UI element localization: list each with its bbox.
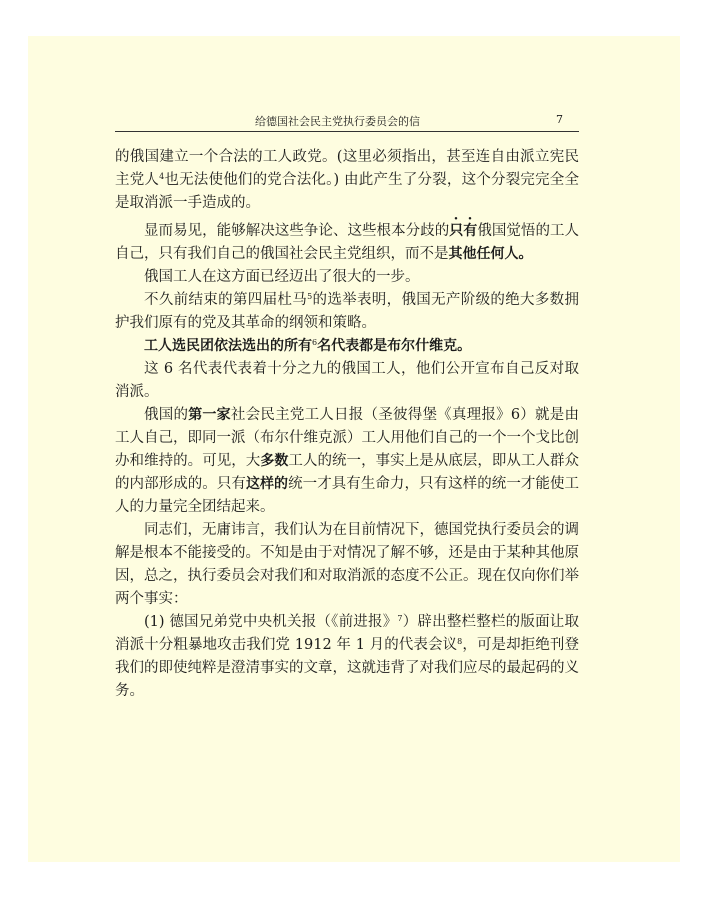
paragraph-3: 俄国工人在这方面已经迈出了很大的一步。 [144,269,420,285]
paragraph-4: 不久前结束的第四届杜马$^5$的选举表明，俄国无产阶级的绝大多数拥护我们原有的党及其革命的纲领和策略。 [115,292,580,331]
emphasis: 这样的 [245,476,289,492]
paragraph-2: 显而易见，能够解决这些争论、这些根本分歧的只有俄国觉悟的工人自己，只有我们自己的俄国社会民主党组织，而不是其他任何人。 [115,223,580,262]
header-title: 给德国社会民主党执行委员会的信 [255,115,420,128]
paragraph-7: 俄国的第一家社会民主党工人日报（圣彼得堡《真理报》6）就是由工人自己，即同一派（布尔什维克派）工人用他们自己的一个一个戈比创办和维持的。可见，大多数工人的统一，事实上是从底层，即从工人群众的内部形成的。只有这样的统一才具有生命力，只有这样的统一才能使工人的力量完全团结起来。 [115,407,580,515]
emphasis: 工人选民团依法选出的所有 [144,338,312,354]
footnote-ref: 8 [457,637,463,646]
emphasis: 其他任何人。 [448,246,533,262]
running-header [115,113,579,132]
emphasis: 多数 [260,453,289,469]
footnote-ref: 5 [307,292,313,301]
page-number: 7 [556,113,563,126]
footnote-ref: 4 [159,172,165,181]
body-text [115,146,579,703]
paragraph-6: 这 6 名代表代表着十分之九的俄国工人，他们公开宣布自己反对取消派。 [115,361,579,400]
emphasis: 名代表都是布尔什维克。 [317,338,472,354]
emphasis: 只有 [449,223,478,239]
paragraph-8: 同志们，无庸讳言，我们认为在目前情况下，德国党执行委员会的调解是根本不能接受的。不知是由于对情况了解不够，还是由于某种其他原因，总之，执行委员会对我们和对取消派的态度不公正。现在仅向你们举两个事实： [115,522,579,607]
emphasis: 第一家 [188,407,231,423]
paragraph-9: (1) 德国兄弟党中央机关报（《前进报》$^7$）辟出整栏整栏的版面让取消派十分粗暴地攻击我们党 1912 年 1 月的代表会议$^8$，可是却拒绝刊登我们的即使纯粹是澄清事实的文章，这就违背了对我们应尽的最起码的义务。 [115,614,579,699]
paragraph-1: 的俄国建立一个合法的工人政党。(这里必须指出，甚至连自由派立宪民主党人$^4$也无法使他们的党合法化。) 由此产生了分裂，这个分裂完完全全是取消派一手造成的。 [115,149,580,211]
footnote-ref: 7 [397,614,403,623]
paragraph-5 [115,335,579,358]
footnote-ref: 6 [312,338,318,347]
